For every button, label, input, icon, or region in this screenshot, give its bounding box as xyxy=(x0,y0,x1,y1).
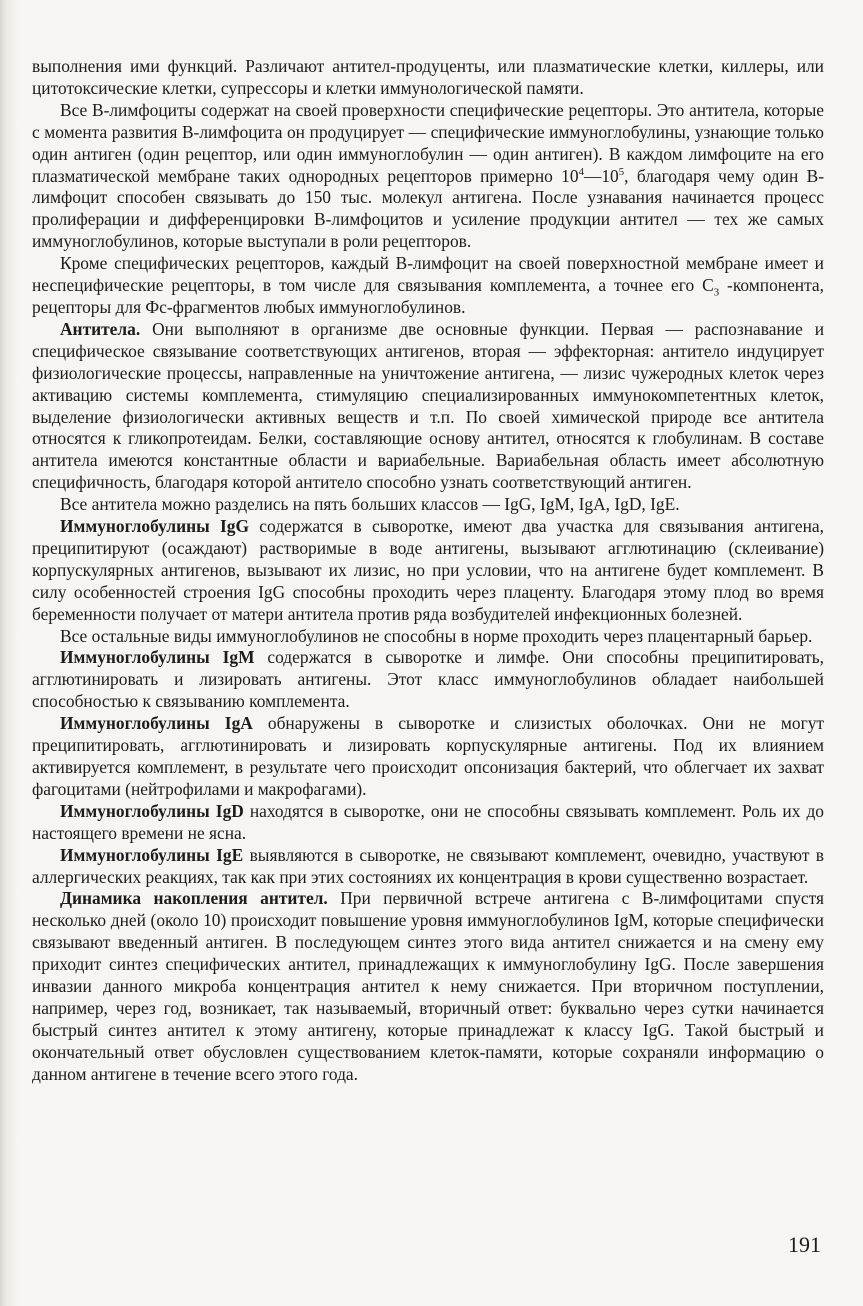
paragraph-igg: Иммуноглобулины IgG содержатся в сыворотке, имеют два участка для связывания антигена, преципитируют (осаждают) растворимые в воде антигены, вызывают агглютинацию (склеивание) корпускулярных антигенов, вызывают их лизис, но при условии, что на антигене будет комплемент. В силу особенностей строения IgG способны проходить через плаценту. Благодаря этому плод во время беременности получает от матери антитела против ряда возбудителей инфекционных болезней. xyxy=(32,516,824,624)
paragraph-antibody-dynamics: Динамика накопления антител. При первичной встрече антигена с B-лимфоцитами спустя несколько дней (около 10) происходит повышение уровня иммуноглобулинов IgM, которые специфически связывают введенный антиген. В последующем синтез этого вида антител снижается и на смену ему приходит синтез специфических антител, принадлежащих к иммуноглобулину IgG. После завершения инвазии данного микроба концентрация антител к нему снижается. При вторичном поступлении, например, через год, возникает, так называемый, вторичный ответ: буквально через сутки начинается быстрый синтез антител к этому антигену, которые принадлежат к классу IgG. Такой быстрый и окончательный ответ обусловлен существованием клеток-памяти, которые сохраняли информацию о данном антигене в течение всего этого года. xyxy=(32,888,824,1084)
paragraph-b-lymphocyte-receptors: Все B-лимфоциты содержат на своей проверхности специфические рецепторы. Это антитела, которые с момента развития B-лимфоцита он продуцирует — специфические иммуноглобулины, узнающие только один антиген (один рецептор, или один иммуноглобулин — один антиген). В каждом лимфоците на его плазматической мембране таких однородных рецепторов примерно $10^4—10^5$, благодаря чему один B-лимфоцит способен связывать до 150 тыс. молекул антигена. После узнавания начинается процесс пролиферации и дифференцировки B-лимфоцитов и усиление продукции антител — тех же самых иммуноглобулинов, которые выступали в роли рецепторов. xyxy=(32,99,824,252)
paragraph-antibody-classes: Все антитела можно разделись на пять больших классов — IgG, IgM, IgA, IgD, IgE. xyxy=(60,494,680,515)
body-text xyxy=(32,56,824,1086)
paragraph-iga: Иммуноглобулины IgA обнаружены в сыворотке и слизистых оболочках. Они не могут преципитировать, агглютинировать и лизировать корпускулярные антигены. Под их влиянием активируется комплемент, в результате чего происходит опсонизация бактерий, что облегчает их захват фагоцитами (нейтрофилами и макрофагами). xyxy=(32,713,824,799)
paragraph-heading: Иммуноглобулины IgG xyxy=(60,516,250,537)
paragraph-heading: Иммуноглобулины IgM xyxy=(60,647,255,668)
paragraph-igm: Иммуноглобулины IgM содержатся в сыворотке и лимфе. Они способны преципитировать, агглютинировать и лизировать антигены. Этот класс иммуноглобулинов обладает наибольшей способностью к связыванию комплемента. xyxy=(32,647,824,712)
paragraph-ige: Иммуноглобулины IgE выявляются в сыворотке, не связывают комплемент, очевидно, участвуют в аллергических реакциях, так как при этих состояниях их концентрация в крови существенно возрастает. xyxy=(32,844,824,887)
paragraph-antibodies: Антитела. Они выполняют в организме две основные функции. Первая — распознавание и специфическое связывание соответствующих антигенов, вторая — эффекторная: антитело индуцирует физиологические процессы, направленные на уничтожение антигена, — лизис чужеродных клеток через активацию системы комплемента, стимуляцию специализированных иммунокомпетентных клеток, выделение физиологически активных веществ и т.п. По своей химической природе все антитела относятся к гликопротеидам. Белки, составляющие основу антител, относятся к глобулинам. В составе антитела имеются константные области и вариабельные. Вариабельная область имеет абсолютную специфичность, благодаря которой антитело способно узнать соответствующий антиген. xyxy=(32,318,824,493)
paragraph-heading: Иммуноглобулины IgD xyxy=(60,800,244,821)
paragraph-heading: Антитела. xyxy=(60,318,141,339)
paragraph-nonspecific-receptors: Кроме специфических рецепторов, каждый B-лимфоцит на своей поверхностной мембране имеет и неспецифические рецепторы, в том числе для связывания комплемента, а точнее его $C_3$ -компонента, рецепторы для Фс-фрагментов любых иммуноглобулинов. xyxy=(32,253,824,317)
paragraph-heading: Динамика накопления антител. xyxy=(60,888,328,909)
paragraph-igd: Иммуноглобулины IgD находятся в сыворотке, они не способны связывать комплемент. Роль их до настоящего времени не ясна. xyxy=(32,800,824,843)
paragraph-placental-barrier: Все остальные виды иммуноглобулинов не способны в норме проходить через плацентарный барьер. xyxy=(60,625,813,646)
paragraph-heading: Иммуноглобулины IgE xyxy=(60,844,244,865)
page-number: 191 xyxy=(788,1232,821,1257)
paragraph-continuation: выполнения ими функций. Различают антител-продуценты, или плазматические клетки, киллеры, или цитотоксические клетки, супрессоры и клетки иммунологической памяти. xyxy=(32,56,824,98)
paragraph-heading: Иммуноглобулины IgA xyxy=(60,713,253,734)
scan-edge-shadow xyxy=(0,0,18,1306)
